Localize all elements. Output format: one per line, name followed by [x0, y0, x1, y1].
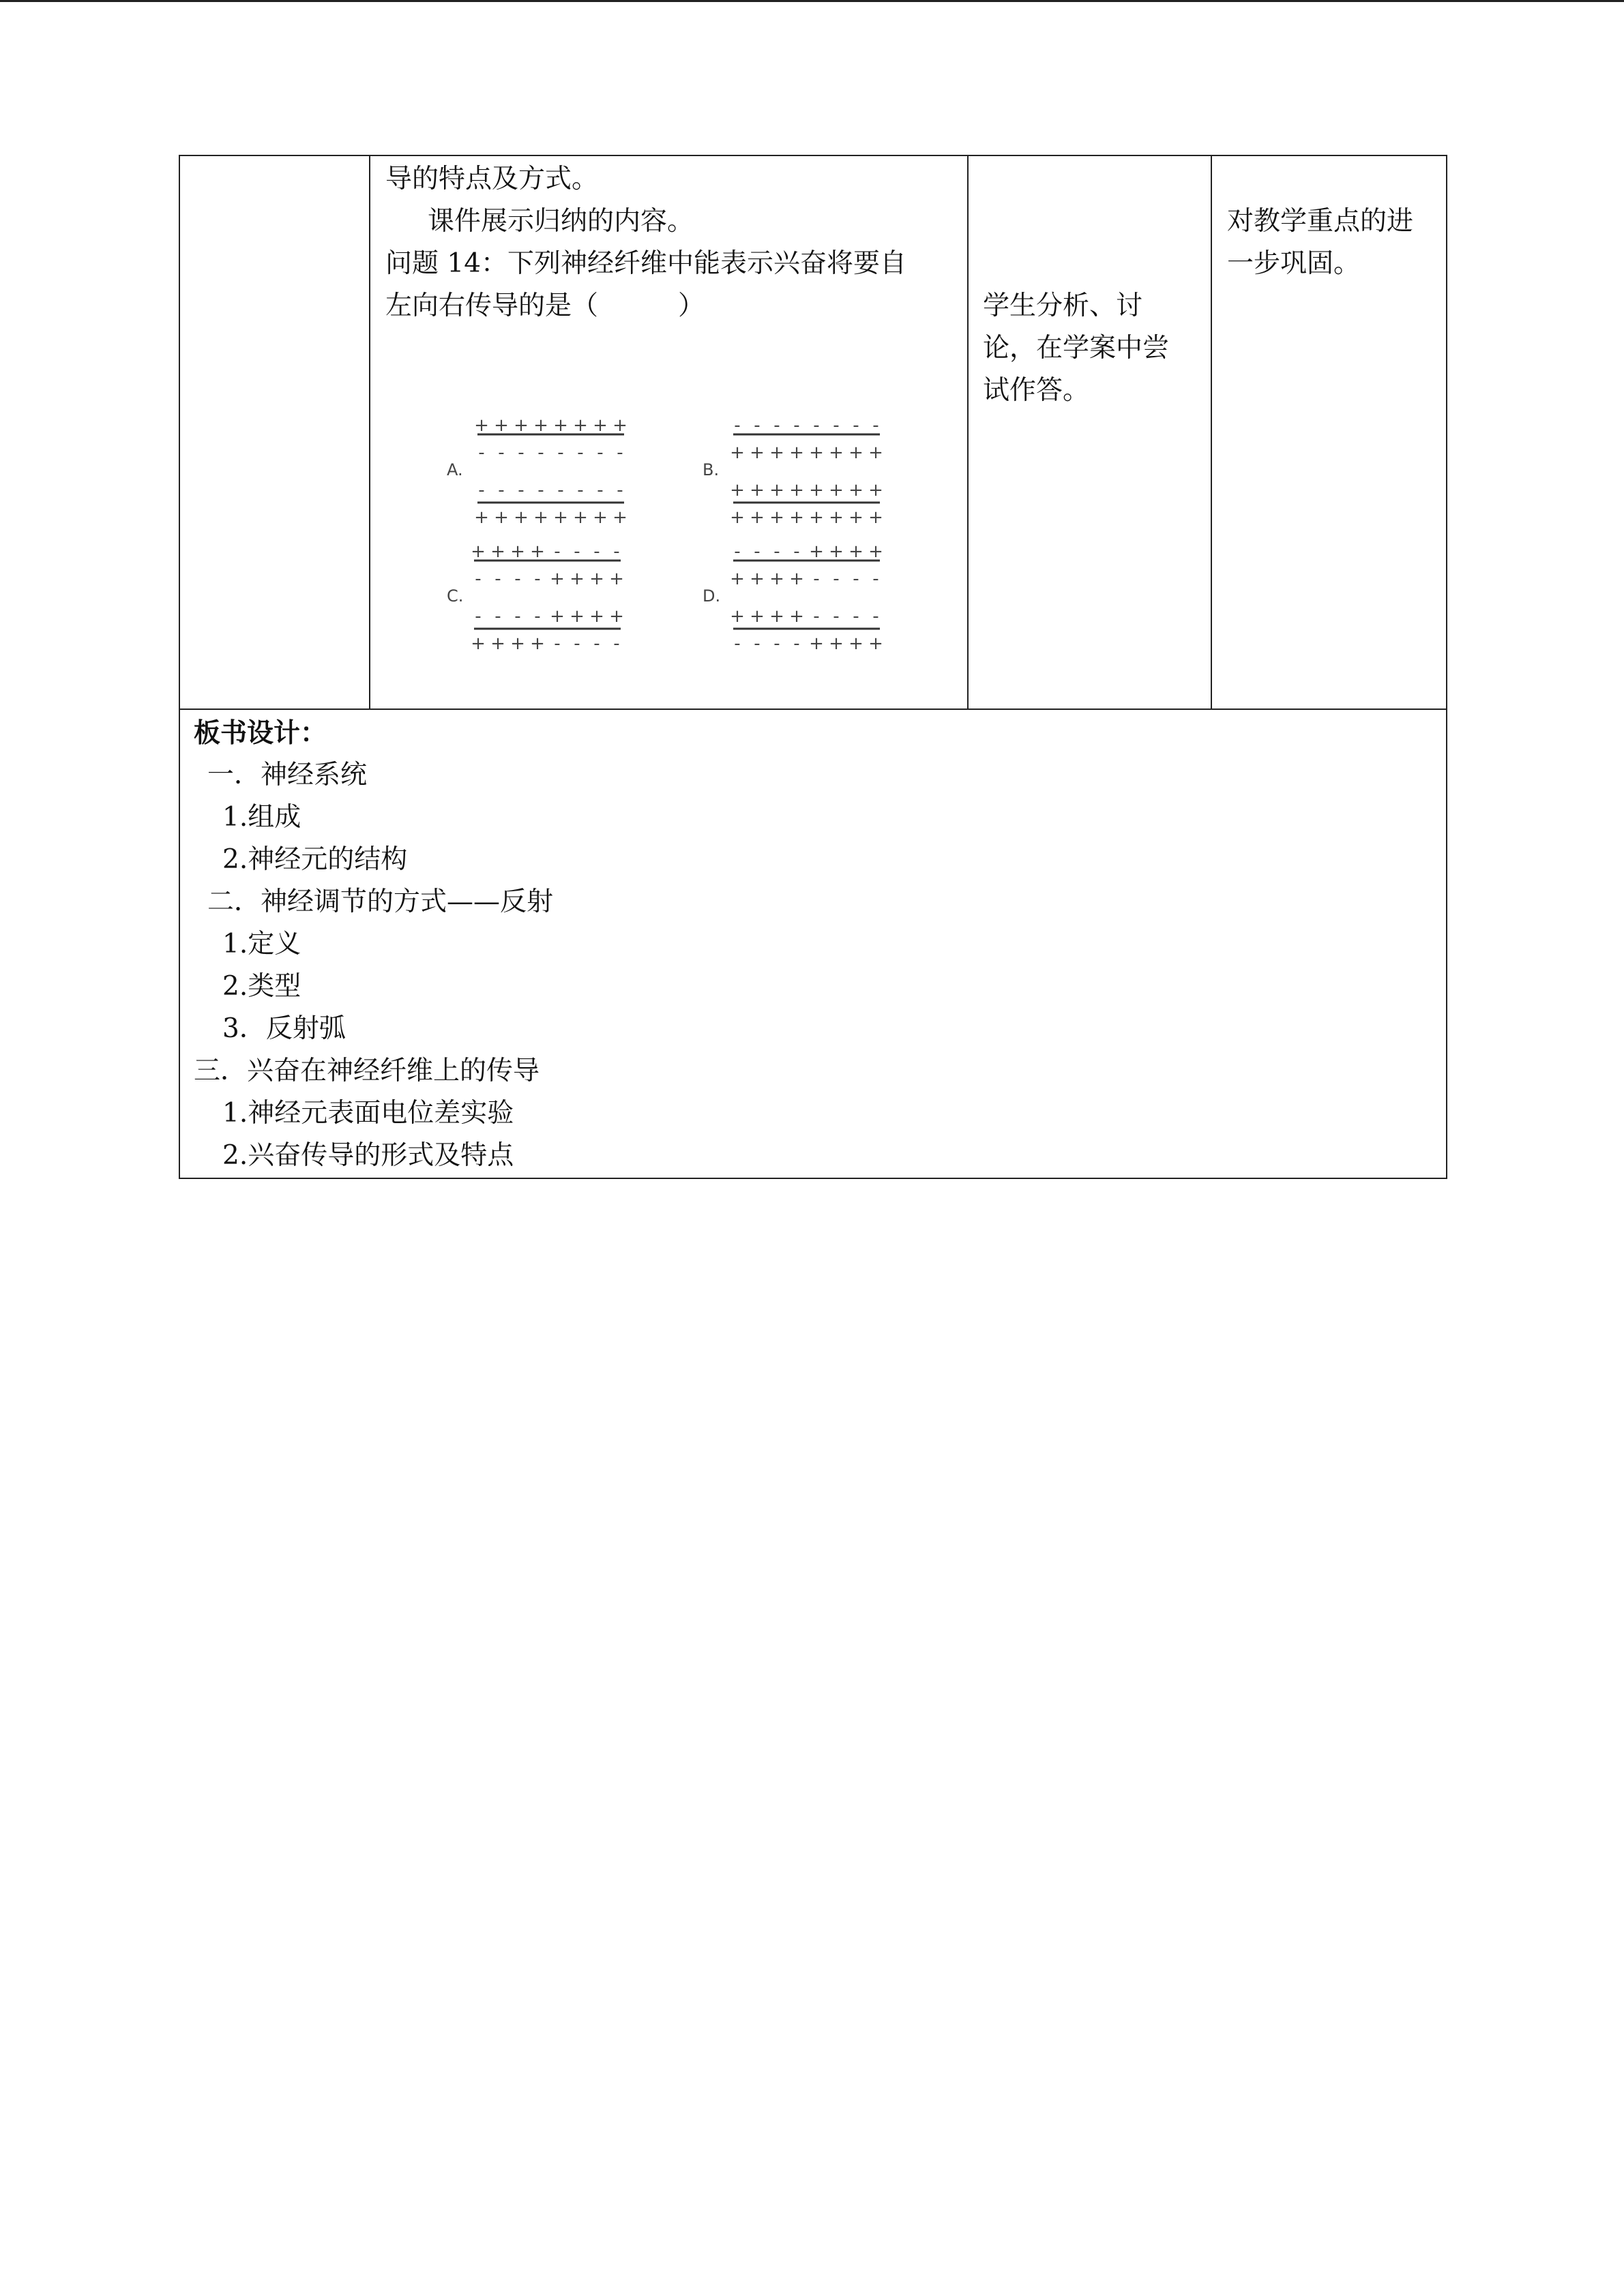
- charge-mark: +: [829, 507, 844, 528]
- charge-mark: +: [809, 480, 824, 501]
- charge-mark: +: [550, 569, 565, 589]
- charge-mark: +: [510, 541, 525, 562]
- charge-mark: +: [553, 415, 568, 436]
- charge-mark: +: [490, 541, 505, 562]
- charge-mark: -: [574, 633, 580, 654]
- charge-mark: +: [769, 507, 784, 528]
- charge-mark: +: [730, 569, 745, 589]
- board-item: 1.神经元表面电位差实验: [222, 1098, 514, 1129]
- option-label: A.: [447, 460, 463, 479]
- charge-mark: +: [730, 606, 745, 627]
- charge-mark: +: [809, 507, 824, 528]
- charge-mark: +: [789, 569, 804, 589]
- charge-mark: -: [613, 633, 620, 654]
- charge-mark: -: [872, 606, 879, 627]
- charge-mark: -: [534, 569, 541, 589]
- charge-mark: +: [612, 507, 628, 528]
- charge-mark: +: [868, 480, 883, 501]
- column-divider: [967, 155, 969, 709]
- charge-mark: -: [813, 569, 820, 589]
- board-item: 2.神经元的结构: [222, 844, 408, 875]
- charge-mark: +: [533, 507, 548, 528]
- charge-mark: +: [848, 443, 863, 463]
- charge-mark: +: [730, 480, 745, 501]
- question-line-2: 左向右传导的是（ ）: [385, 290, 705, 321]
- process-line-1: 导的特点及方式。: [385, 164, 599, 194]
- charge-mark: -: [793, 415, 800, 436]
- charge-mark: +: [789, 443, 804, 463]
- option-label: D.: [703, 586, 721, 606]
- charge-mark: -: [514, 569, 521, 589]
- charge-mark: +: [494, 415, 509, 436]
- charge-mark: +: [474, 507, 489, 528]
- charge-mark: +: [593, 507, 608, 528]
- charge-mark: +: [730, 443, 745, 463]
- charge-mark: +: [474, 415, 489, 436]
- charge-mark: +: [809, 541, 824, 562]
- charge-mark: +: [471, 633, 486, 654]
- charge-mark: -: [617, 443, 623, 463]
- charge-mark: -: [577, 443, 584, 463]
- charge-mark: +: [868, 633, 883, 654]
- charge-mark: -: [537, 480, 544, 501]
- charge-mark: -: [773, 415, 780, 436]
- charge-mark: -: [773, 633, 780, 654]
- board-item: 一．神经系统: [207, 760, 368, 790]
- charge-mark: -: [734, 633, 741, 654]
- intent-line-2: 一步巩固。: [1227, 248, 1361, 279]
- charge-mark: +: [848, 633, 863, 654]
- nerve-fiber-figure: [430, 397, 934, 670]
- charge-mark: -: [475, 606, 482, 627]
- option-label: B.: [703, 460, 720, 479]
- charge-mark: +: [514, 415, 529, 436]
- board-item: 三．兴奋在神经纤维上的传导: [194, 1056, 540, 1086]
- charge-mark: -: [754, 541, 761, 562]
- charge-mark: +: [809, 633, 824, 654]
- option-label: C.: [447, 586, 464, 606]
- charge-mark: +: [829, 443, 844, 463]
- charge-mark: -: [793, 541, 800, 562]
- board-item: 2.兴奋传导的形式及特点: [222, 1140, 514, 1171]
- charge-mark: -: [872, 569, 879, 589]
- charge-mark: -: [554, 633, 561, 654]
- charge-mark: +: [809, 443, 824, 463]
- charge-mark: +: [750, 507, 765, 528]
- charge-mark: +: [593, 415, 608, 436]
- charge-mark: +: [848, 541, 863, 562]
- charge-mark: +: [570, 606, 585, 627]
- process-line-2: 课件展示归纳的内容。: [428, 206, 694, 237]
- charge-mark: -: [813, 415, 820, 436]
- charge-mark: +: [868, 541, 883, 562]
- charge-mark: +: [573, 415, 588, 436]
- charge-mark: +: [769, 480, 784, 501]
- charge-mark: -: [475, 569, 482, 589]
- column-divider: [369, 155, 370, 709]
- board-design-title: 板书设计：: [194, 717, 327, 749]
- charge-mark: -: [833, 606, 840, 627]
- charge-mark: -: [833, 415, 840, 436]
- charge-mark: -: [593, 541, 600, 562]
- charge-mark: +: [550, 606, 565, 627]
- charge-mark: -: [593, 633, 600, 654]
- charge-mark: -: [617, 480, 623, 501]
- board-item: 1.定义: [222, 929, 301, 959]
- charge-mark: -: [613, 541, 620, 562]
- charge-mark: -: [534, 606, 541, 627]
- charge-mark: -: [597, 480, 604, 501]
- charge-mark: -: [853, 569, 859, 589]
- charge-mark: +: [829, 633, 844, 654]
- charge-mark: +: [789, 507, 804, 528]
- charge-mark: +: [789, 480, 804, 501]
- charge-mark: +: [750, 606, 765, 627]
- charge-mark: -: [498, 443, 505, 463]
- charge-mark: -: [557, 443, 564, 463]
- charge-mark: -: [734, 415, 741, 436]
- charge-mark: -: [574, 541, 580, 562]
- charge-mark: -: [833, 569, 840, 589]
- charge-mark: -: [754, 415, 761, 436]
- charge-mark: +: [589, 606, 604, 627]
- board-item: 二．神经调节的方式——反射: [207, 886, 554, 917]
- board-item: 3．反射弧: [222, 1013, 346, 1044]
- charge-mark: -: [518, 443, 525, 463]
- charge-mark: -: [478, 443, 485, 463]
- charge-mark: -: [498, 480, 505, 501]
- charge-mark: +: [573, 507, 588, 528]
- charge-mark: -: [853, 415, 859, 436]
- charge-mark: +: [510, 633, 525, 654]
- student-activity-line-2: 论，在学案中尝: [983, 333, 1170, 363]
- question-line-1: 问题 14：下列神经纤维中能表示兴奋将要自: [385, 248, 907, 279]
- charge-mark: -: [514, 606, 521, 627]
- charge-mark: +: [868, 443, 883, 463]
- charge-mark: +: [769, 443, 784, 463]
- charge-mark: +: [848, 480, 863, 501]
- charge-mark: -: [478, 480, 485, 501]
- charge-mark: +: [530, 633, 545, 654]
- charge-mark: +: [829, 480, 844, 501]
- page-top-rule: [0, 0, 1624, 2]
- charge-mark: +: [750, 443, 765, 463]
- charge-mark: -: [518, 480, 525, 501]
- charge-mark: +: [490, 633, 505, 654]
- column-divider: [1211, 155, 1212, 709]
- charge-mark: +: [750, 480, 765, 501]
- charge-mark: +: [730, 507, 745, 528]
- charge-mark: -: [597, 443, 604, 463]
- charge-mark: -: [872, 415, 879, 436]
- charge-mark: -: [793, 633, 800, 654]
- board-item: 1.组成: [222, 802, 301, 833]
- charge-mark: -: [537, 443, 544, 463]
- charge-mark: -: [557, 480, 564, 501]
- charge-mark: +: [494, 507, 509, 528]
- charge-mark: +: [570, 569, 585, 589]
- charge-mark: -: [494, 606, 501, 627]
- charge-mark: -: [853, 606, 859, 627]
- board-item: 2.类型: [222, 971, 301, 1002]
- charge-mark: +: [769, 606, 784, 627]
- charge-mark: -: [813, 606, 820, 627]
- charge-mark: +: [789, 606, 804, 627]
- charge-mark: +: [769, 569, 784, 589]
- charge-mark: +: [868, 507, 883, 528]
- charge-mark: +: [514, 507, 529, 528]
- charge-mark: +: [533, 415, 548, 436]
- charge-mark: -: [773, 541, 780, 562]
- charge-mark: -: [577, 480, 584, 501]
- charge-mark: +: [612, 415, 628, 436]
- charge-mark: -: [494, 569, 501, 589]
- charge-mark: +: [750, 569, 765, 589]
- charge-mark: -: [734, 541, 741, 562]
- charge-mark: +: [589, 569, 604, 589]
- charge-mark: -: [554, 541, 561, 562]
- charge-mark: -: [754, 633, 761, 654]
- student-activity-line-1: 学生分析、讨: [983, 290, 1143, 321]
- charge-mark: +: [471, 541, 486, 562]
- charge-mark: +: [530, 541, 545, 562]
- charge-mark: +: [848, 507, 863, 528]
- charge-mark: +: [609, 606, 624, 627]
- intent-line-1: 对教学重点的进: [1227, 206, 1414, 237]
- charge-mark: +: [553, 507, 568, 528]
- charge-mark: +: [829, 541, 844, 562]
- student-activity-line-3: 试作答。: [983, 375, 1090, 406]
- charge-mark: +: [609, 569, 624, 589]
